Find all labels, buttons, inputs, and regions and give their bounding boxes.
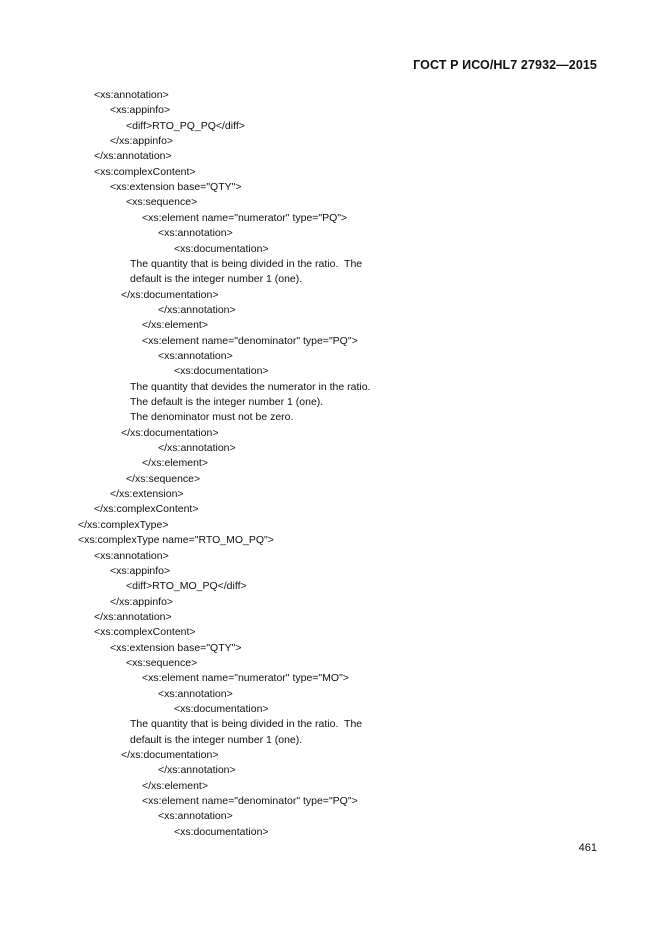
code-line: </xs:extension>: [110, 488, 184, 501]
code-line: The default is the integer number 1 (one).: [130, 396, 324, 408]
code-line: </xs:complexType>: [78, 518, 169, 531]
code-line: <xs:annotation>: [158, 349, 233, 362]
code-line: <xs:annotation>: [158, 810, 233, 823]
code-line: default is the integer number 1 (one).: [130, 733, 303, 746]
code-line: <xs:documentation>: [174, 365, 269, 378]
code-line: <xs:annotation>: [158, 227, 233, 240]
page-number: 461: [578, 842, 597, 854]
code-line: <xs:element name="numerator" type="PQ">: [142, 211, 348, 224]
code-line: <xs:extension base="QTY">: [110, 181, 242, 194]
code-line: <xs:complexType name="RTO_MO_PQ">: [78, 534, 274, 547]
code-line: <diff>RTO_PQ_PQ</diff>: [126, 119, 245, 132]
code-line: </xs:annotation>: [94, 610, 172, 623]
code-line: <xs:element name="numerator" type="MO">: [142, 672, 349, 685]
code-line: </xs:complexContent>: [94, 503, 199, 516]
code-line: </xs:annotation>: [158, 303, 236, 316]
code-line: The quantity that is being divided in the ratio. The: [130, 257, 363, 270]
code-line: <xs:complexContent>: [94, 165, 196, 178]
code-line: </xs:sequence>: [126, 472, 201, 485]
code-line: </xs:documentation>: [121, 749, 219, 762]
code-line: default is the integer number 1 (one).: [130, 273, 303, 286]
code-line: <diff>RTO_MO_PQ</diff>: [126, 580, 247, 593]
code-line: <xs:element name="denominator" type="PQ">: [142, 795, 358, 808]
code-line: </xs:annotation>: [94, 150, 172, 163]
code-line: <xs:complexContent>: [94, 626, 196, 639]
code-line: </xs:element>: [142, 457, 208, 470]
code-line: </xs:appinfo>: [110, 595, 174, 608]
code-line: <xs:annotation>: [94, 89, 169, 101]
code-line: <xs:documentation>: [174, 242, 269, 255]
code-line: <xs:documentation>: [174, 703, 269, 715]
code-line: <xs:appinfo>: [110, 104, 171, 117]
code-line: <xs:sequence>: [126, 196, 198, 209]
code-line: <xs:annotation>: [94, 549, 169, 562]
code-line: <xs:extension base="QTY">: [110, 641, 242, 654]
code-line: </xs:annotation>: [158, 442, 236, 455]
code-line: </xs:documentation>: [121, 288, 219, 301]
code-line: </xs:element>: [142, 319, 208, 332]
code-line: The quantity that devides the numerator in the ratio.: [130, 380, 371, 393]
code-line: </xs:appinfo>: [110, 135, 174, 148]
code-line: <xs:documentation>: [174, 825, 269, 838]
code-line: <xs:sequence>: [126, 656, 198, 669]
code-line: The denominator must not be zero.: [130, 411, 294, 424]
code-line: <xs:annotation>: [158, 687, 233, 700]
code-line: </xs:annotation>: [158, 764, 236, 777]
code-line: <xs:appinfo>: [110, 564, 171, 577]
code-line: The quantity that is being divided in the ratio. The: [130, 718, 363, 731]
code-line: </xs:element>: [142, 779, 208, 792]
code-line: <xs:element name="denominator" type="PQ">: [142, 334, 358, 347]
document-header: ГОСТ Р ИСО/HL7 27932—2015: [413, 58, 597, 72]
code-line: </xs:documentation>: [121, 426, 219, 439]
